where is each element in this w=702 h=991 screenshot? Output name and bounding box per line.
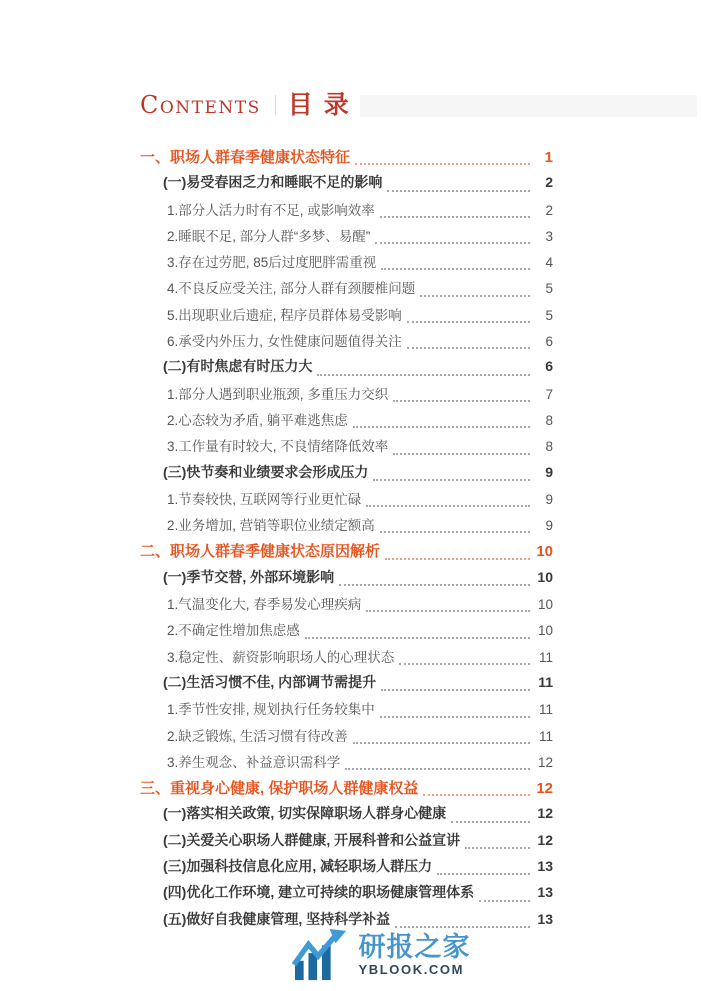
toc-row	[140, 803, 553, 829]
toc-row	[140, 619, 553, 645]
toc-entry-label: 3.存在过劳肥, 85后过度肥胖需重视	[167, 255, 377, 271]
watermark-logo	[30, 928, 702, 982]
toc-entry-label: 3.稳定性、薪资影响职场人的心理状态	[167, 649, 395, 665]
dot-leader	[375, 242, 530, 244]
toc-entry-page-number: 7	[545, 386, 553, 402]
toc-entry-page-number: 3	[545, 228, 553, 244]
toc-entry-page-number: 6	[545, 358, 553, 375]
watermark-site-name: 研报之家	[358, 931, 471, 962]
dot-leader	[366, 610, 530, 612]
toc-entry-label: (二)有时焦虑有时压力大	[163, 358, 313, 375]
toc-entry-label: 2.睡眠不足, 部分人群“多梦、易醒”	[167, 228, 371, 244]
toc-entry-page-number: 12	[537, 754, 553, 770]
toc-list	[140, 146, 553, 935]
toc-entry-label: 三、重视身心健康, 保护职场人群健康权益	[140, 780, 419, 798]
toc-entry-page-number: 4	[545, 255, 553, 271]
toc-row	[140, 277, 553, 303]
dot-leader	[479, 900, 530, 902]
dot-leader	[373, 479, 530, 481]
toc-entry-label: 4.不良反应受关注, 部分人群有颈腰椎问题	[167, 281, 416, 297]
contents-zh-title: 目录	[287, 90, 360, 119]
dot-leader	[437, 873, 530, 875]
header-decorative-band	[360, 95, 697, 117]
toc-row	[140, 567, 553, 593]
toc-row	[140, 882, 553, 908]
toc-entry-label: (四)优化工作环境, 建立可持续的职场健康管理体系	[163, 884, 475, 901]
toc-row	[140, 725, 553, 751]
dot-leader	[387, 190, 530, 192]
toc-row	[140, 777, 553, 803]
toc-entry-page-number: 10	[537, 597, 553, 613]
dot-leader	[380, 531, 530, 533]
toc-entry-page-number: 11	[538, 649, 553, 665]
header-divider	[275, 95, 276, 115]
dot-leader	[393, 400, 530, 402]
toc-entry-page-number: 13	[537, 884, 553, 901]
toc-entry-page-number: 11	[538, 673, 553, 690]
dot-leader	[339, 584, 530, 586]
toc-entry-label: (一)季节交替, 外部环境影响	[163, 568, 335, 585]
toc-entry-label: (一)落实相关政策, 切实保障职场人群身心健康	[163, 805, 447, 822]
dot-leader	[380, 216, 530, 218]
toc-entry-page-number: 6	[545, 334, 553, 350]
toc-entry-page-number: 11	[538, 702, 553, 718]
toc-row	[140, 830, 553, 856]
dot-leader	[353, 742, 530, 744]
toc-entry-page-number: 10	[537, 623, 553, 639]
toc-entry-label: 1.节奏较快, 互联网等行业更忙碌	[167, 491, 362, 507]
toc-entry-label: 2.业务增加, 营销等职位业绩定额高	[167, 518, 375, 534]
toc-entry-page-number: 5	[545, 307, 553, 323]
toc-row	[140, 304, 553, 330]
toc-row	[140, 488, 553, 514]
dot-leader	[420, 295, 530, 297]
toc-row	[140, 146, 553, 172]
toc-entry-page-number: 8	[545, 412, 553, 428]
toc-row	[140, 435, 553, 461]
toc-row	[140, 199, 553, 225]
toc-entry-label: (五)做好自我健康管理, 坚持科学补益	[163, 910, 391, 927]
dot-leader	[393, 453, 530, 455]
toc-entry-label: 二、职场人群春季健康状态原因解析	[140, 543, 381, 561]
watermark-site-domain: YBLOOK.COM	[358, 962, 465, 978]
toc-row	[140, 672, 553, 698]
dot-leader	[465, 847, 530, 849]
dot-leader	[407, 347, 530, 349]
toc-entry-page-number: 5	[545, 281, 553, 297]
toc-row	[140, 462, 553, 488]
dot-leader	[451, 821, 530, 823]
toc-entry-label: (二)生活习惯不佳, 内部调节需提升	[163, 673, 377, 690]
toc-entry-label: 1.部分人活力时有不足, 或影响效率	[167, 202, 375, 218]
toc-entry-label: (一)易受春困乏力和睡眠不足的影响	[163, 174, 383, 191]
dot-leader	[353, 426, 530, 428]
toc-entry-page-number: 12	[537, 805, 553, 822]
toc-entry-page-number: 13	[537, 858, 553, 875]
toc-row	[140, 330, 553, 356]
dot-leader	[381, 268, 530, 270]
toc-entry-page-number: 10	[536, 543, 553, 561]
bar-chart-arrow-icon	[292, 928, 350, 982]
toc-row	[140, 751, 553, 777]
toc-row	[140, 698, 553, 724]
toc-entry-label: (三)快节奏和业绩要求会形成压力	[163, 463, 369, 480]
toc-entry-page-number: 12	[536, 780, 553, 798]
toc-row	[140, 514, 553, 540]
dot-leader	[345, 768, 530, 770]
toc-entry-label: 5.出现职业后遗症, 程序员群体易受影响	[167, 307, 402, 323]
dot-leader	[423, 794, 530, 796]
toc-entry-label: (二)关爱关心职场人群健康, 开展科普和公益宣讲	[163, 831, 461, 848]
page-header	[140, 88, 697, 122]
toc-entry-page-number: 2	[545, 174, 553, 191]
dot-leader	[317, 374, 530, 376]
toc-row	[140, 593, 553, 619]
dot-leader	[381, 689, 530, 691]
toc-entry-label: 3.养生观念、补益意识需科学	[167, 754, 341, 770]
toc-row	[140, 646, 553, 672]
dot-leader	[407, 321, 530, 323]
toc-row	[140, 172, 553, 198]
contents-en-title: CONTENTS	[140, 91, 261, 119]
toc-row	[140, 409, 553, 435]
toc-row	[140, 540, 553, 566]
dot-leader	[305, 637, 530, 639]
dot-leader	[366, 505, 530, 507]
toc-row	[140, 356, 553, 382]
watermark-text-block	[359, 933, 471, 977]
toc-entry-label: 2.心态较为矛盾, 躺平难逃焦虑	[167, 412, 348, 428]
toc-entry-label: 1.部分人遇到职业瓶颈, 多重压力交织	[167, 386, 389, 402]
toc-entry-label: 3.工作量有时较大, 不良情绪降低效率	[167, 439, 389, 455]
dot-leader	[380, 716, 530, 718]
toc-entry-label: 1.气温变化大, 春季易发心理疾病	[167, 597, 362, 613]
toc-entry-page-number: 2	[545, 202, 553, 218]
toc-entry-page-number: 8	[545, 439, 553, 455]
toc-entry-label: 2.不确定性增加焦虑感	[167, 623, 300, 639]
toc-entry-page-number: 9	[545, 518, 553, 534]
toc-entry-label: 6.承受内外压力, 女性健康问题值得关注	[167, 334, 402, 350]
toc-entry-page-number: 13	[537, 910, 553, 927]
dot-leader	[399, 663, 530, 665]
toc-row	[140, 225, 553, 251]
toc-entry-page-number: 1	[544, 149, 553, 166]
dot-leader	[355, 163, 530, 165]
toc-row	[140, 856, 553, 882]
dot-leader	[385, 558, 530, 560]
toc-entry-label: (三)加强科技信息化应用, 减轻职场人群压力	[163, 858, 433, 875]
toc-row	[140, 251, 553, 277]
toc-entry-label: 一、职场人群春季健康状态特征	[140, 149, 351, 166]
toc-entry-label: 2.缺乏锻炼, 生活习惯有待改善	[167, 728, 348, 744]
toc-entry-page-number: 12	[537, 831, 553, 848]
toc-entry-page-number: 11	[538, 728, 553, 744]
toc-row	[140, 383, 553, 409]
toc-entry-page-number: 9	[545, 463, 553, 480]
toc-entry-page-number: 10	[537, 568, 553, 585]
toc-entry-label: 1.季节性安排, 规划执行任务较集中	[167, 702, 375, 718]
toc-entry-page-number: 9	[545, 491, 553, 507]
